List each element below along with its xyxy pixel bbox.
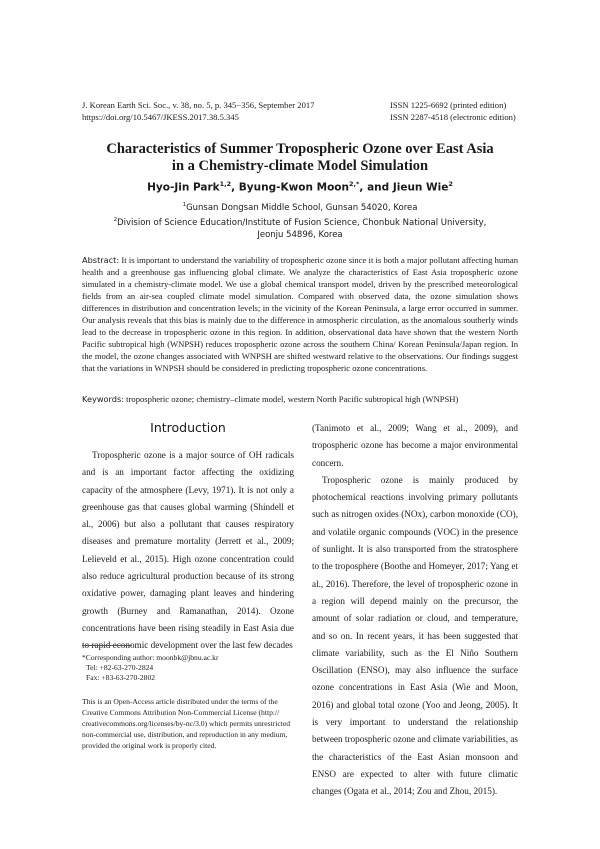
author-name: Byung-Kwon Moon [238, 181, 350, 194]
author-name: Hyo-Jin Park [147, 181, 220, 194]
affiliation-2 [60, 214, 540, 229]
license-notice: This is an Open-Access article distributed under the terms of the Creative Commons Attribution Non-Commercial License (http:// creativecommons.org/licenses/by-nc/3.0) which permits unrestricted non-commercial use, distribution, and reproduction in any medium, provided the original work is properly cited. [82, 697, 290, 750]
affiliation-mark: 2 [113, 216, 118, 223]
author-name: Jieun Wie [392, 181, 449, 194]
doi-link[interactable]: https://doi.org/10.5467/JKESS.2017.38.5.345 [82, 112, 239, 122]
affiliation-text: Division of Science Education/Institute of Fusion Science, Chonbuk National University, [117, 217, 487, 228]
section-heading: Introduction [150, 420, 226, 435]
journal-citation: J. Korean Earth Sci. Soc., v. 38, no. 5, p. 345−356, September 2017 [82, 100, 315, 110]
body-paragraph: Tropospheric ozone is a major source of OH radicals and is an important factor affecting the oxidizing capacity of the atmosphere (Levy, 1971). It is not only a greenhouse gas that causes global warming (Shindell et al., 2006) but also a pollutant that causes respiratory diseases and premature mortality (Jerrett et al., 2009; Lelieveld et al., 2015). High ozone concentration could also reduce agricultural production because of its strong oxidative power, damaging plant leaves and hindering growth (Burney and Ramanathan, 2014). Ozone concentrations have been rising steadily in East Asia due to rapid economic development over the last few decades [82, 450, 294, 651]
abstract-label: Abstract: [82, 255, 120, 265]
title-line-2: in a Chemistry-climate Model Simulation [171, 158, 429, 174]
affiliation-text: Gunsan Dongsan Middle School, Gunsan 54020, Korea [186, 202, 418, 213]
author-fax: Fax: +83-63-270-2802 [86, 673, 156, 683]
abstract-text: It is important to understand the variability of tropospheric ozone since it is both a major pollutant affecting human health and a greenhouse gas influencing global climate. We analyze the characteristics of East Asia tropospheric ozone simulated in a chemistry-climate model. We use a global chemical transport model, driven by the prescribed meteorological fields from an air-sea coupled climate model simulation. Compared with observed data, the ozone simulation shows differences in distribution and concentration levels; in the vicinity of the Korean Peninsula, a large error occurred in summer. Our analysis reveals that this bias is mainly due to the difference in atmospheric circulation, as the anomalous southerly winds lead to the decrease in tropospheric ozone in this region. In addition, observational data have shown that the western North Pacific subtropical high (WNPSH) reduces tropospheric ozone across the southern China/ Korean Peninsula/Japan region. In the model, the ozone changes associated with WNPSH are shifted westward relative to the observations. Our findings suggest that the variations in WNPSH should be considered in predicting tropospheric ozone concentrations. [82, 255, 518, 373]
left-column [82, 447, 294, 655]
journal-header-right [390, 99, 516, 123]
author-separator: , and [359, 181, 393, 194]
keywords [82, 393, 518, 405]
issn-print: ISSN 1225-6692 (printed edition) [390, 100, 507, 110]
affiliation-mark: 1 [182, 202, 187, 208]
title-line-1: Characteristics of Summer Tropospheric Ozone over East Asia [106, 141, 494, 157]
footnote [82, 653, 294, 684]
keywords-text: tropospheric ozone; chemistry–climate model, western North Pacific subtropical high (WNPSH) [126, 394, 459, 404]
body-paragraph: (Tanimoto et al., 2009; Wang et al., 2009), and tropospheric ozone has become a major environmental concern. [312, 423, 518, 468]
body-paragraph: Tropospheric ozone is mainly produced by photochemical reactions involving primary pollutants such as nitrogen oxides (NOx), carbon monoxide (CO), and volatile organic compounds (VOC) in the presence of sunlight. It is also transported from the stratosphere to the troposphere (Boothe and Homeyer, 2017; Yang et al., 2016). Therefore, the level of tropospheric ozone in a region will depend mainly on the precursor, the amount of solar radiation or cloud, and temperature, and so on. In recent years, it has been suggested that climate variability, such as the El Niño Southern Oscillation (ENSO), may also influence the surface ozone concentrations in East Asia (Wie and Moon, 2016) and global total ozone (Yoo and Jeong, 2005). It is very important to understand the relationship between tropospheric ozone and climate variabilities, as the characteristics of the East Asian monsoon and ENSO are expected to alter with future climatic changes (Ogata et al., 2014; Zou and Zhou, 2015). [312, 474, 518, 797]
footnote-rule [82, 645, 132, 646]
author-affiliation-mark: 2,* [349, 180, 360, 188]
affiliation-1 [60, 199, 540, 214]
corresponding-author: *Corresponding author: moonbk@jbnu.ac.kr [82, 653, 219, 662]
author-list [60, 180, 540, 194]
keywords-label: Keywords: [82, 394, 124, 404]
issn-electronic: ISSN 2287-4518 (electronic edition) [390, 112, 516, 122]
paper-title [60, 141, 540, 175]
author-separator: , [231, 181, 239, 194]
author-tel: Tel: +82-63-270-2824 [86, 663, 154, 673]
affiliations [60, 199, 540, 241]
author-affiliation-mark: 1,2 [219, 180, 232, 188]
right-column [312, 420, 518, 801]
author-affiliation-mark: 2 [448, 180, 453, 188]
abstract [82, 255, 518, 375]
affiliation-2-cont: Jeonju 54896, Korea [257, 229, 343, 240]
journal-header-left [82, 99, 314, 123]
